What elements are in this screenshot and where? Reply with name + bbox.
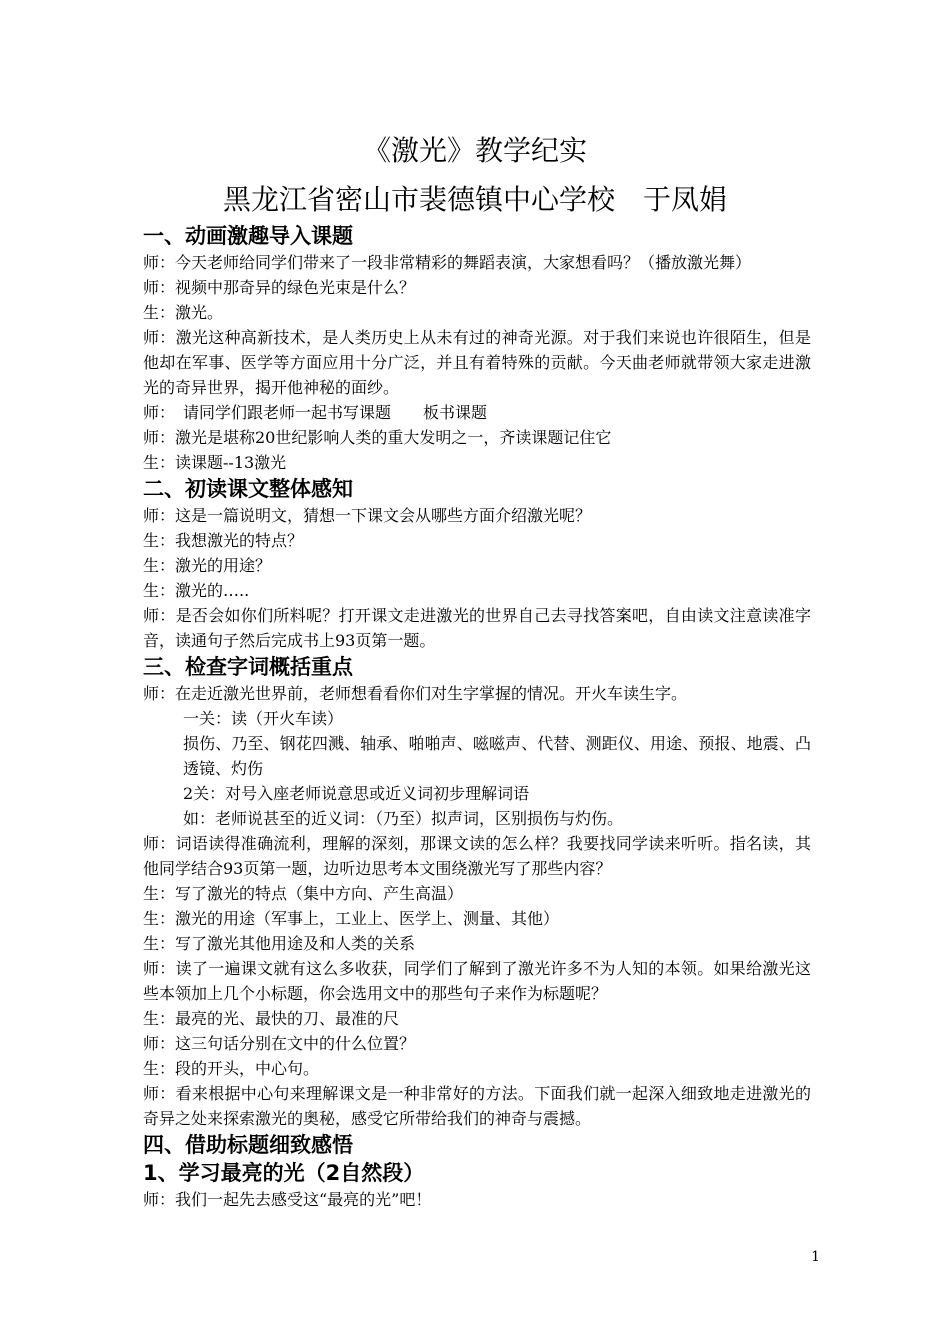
paragraph: 师：这是一篇说明文，猜想一下课文会从哪些方面介绍激光呢？	[143, 506, 592, 525]
paragraph: 师：激光是堪称20世纪影响人类的重大发明之一，齐读课题记住它	[143, 428, 612, 447]
paragraph: 师：在走近激光世界前，老师想看看你们对生字掌握的情况。开火车读生字。	[143, 684, 688, 703]
section-1	[143, 222, 811, 475]
vocab-list: 损伤、乃至、钢花四溅、轴承、啪啪声、嗞嗞声、代替、测距仪、用途、预报、地震、凸透镜、灼伤	[183, 734, 811, 778]
paragraph: 生：激光的用途？	[143, 556, 272, 575]
author-line: 黑龙江省密山市裴德镇中心学校 于凤娟	[222, 183, 727, 216]
paragraph: 生：我想激光的特点？	[143, 531, 304, 550]
paragraph: 师：激光这种高新技术，是人类历史上从未有过的神奇光源。对于我们来说也许很陌生，但是他却在军事、医学等方面应用十分广泛，并且有着特殊的贡献。今天曲老师就带领大家走进激光的奇异世界，揭开他神秘的面纱。	[143, 328, 811, 397]
paragraph: 师：是否会如你们所料呢？打开课文走进激光的世界自己去寻找答案吧，自由读文注意读准字音，读通句子然后完成书上93页第一题。	[143, 606, 811, 650]
subsection-heading: 1、学习最亮的光（2自然段）	[143, 1161, 425, 1185]
section-heading: 三、检查字词概括重点	[143, 655, 353, 679]
paragraph: 生：读课题--13激光	[143, 453, 287, 472]
paragraph: 师：这三句话分别在文中的什么位置？	[143, 1034, 416, 1053]
paragraph: 生：激光的用途（军事上，工业上、医学上、测量、其他）	[143, 909, 560, 928]
page-number: 1	[811, 1249, 820, 1265]
section-4	[143, 1131, 811, 1159]
paragraph: 师：今天老师给同学们带来了一段非常精彩的舞蹈表演，大家想看吗？（播放激光舞）	[143, 253, 752, 272]
paragraph: 生：最亮的光、最快的刀、最准的尺	[143, 1009, 400, 1028]
section-heading: 四、借助标题细致感悟	[143, 1133, 353, 1157]
section-3	[143, 653, 811, 1131]
paragraph: 师：视频中那奇异的绿色光束是什么？	[143, 278, 416, 297]
section-heading: 一、动画激趣导入课题	[143, 224, 353, 248]
paragraph: 师：我们一起先去感受这“最亮的光”吧！	[143, 1190, 432, 1209]
paragraph: 如：老师说甚至的近义词：（乃至）拟声词，区别损伤与灼伤。	[183, 809, 624, 828]
paragraph: 生：写了激光的特点（集中方向、产生高温）	[143, 884, 464, 903]
section-heading: 二、初读课文整体感知	[143, 477, 353, 501]
paragraph: 生：激光的…..	[143, 581, 250, 600]
paragraph: 生：激光。	[143, 303, 224, 322]
paragraph: 师：看来根据中心句来理解课文是一种非常好的方法。下面我们就一起深入细致地走进激光的奇异之处来探索激光的奥秘，感受它所带给我们的神奇与震撼。	[143, 1084, 811, 1128]
paragraph: 一关：读（开火车读）	[183, 709, 344, 728]
paragraph: 生：段的开头，中心句。	[143, 1059, 320, 1078]
document-body	[143, 222, 811, 1212]
paragraph: 师：词语读得准确流利，理解的深刻，那课文读的怎么样？我要找同学读来听听。指名读，其他同学结合93页第一题，边听边思考本文围绕激光写了那些内容？	[143, 834, 811, 878]
subsection-1	[143, 1159, 811, 1212]
section-2	[143, 475, 811, 653]
document-title: 《激光》教学纪实	[362, 134, 587, 167]
paragraph: 师：读了一遍课文就有这么多收获，同学们了解到了激光许多不为人知的本领。如果给激光这些本领加上几个小标题，你会选用文中的那些句子来作为标题呢？	[143, 959, 811, 1003]
paragraph: 2关：对号入座老师说意思或近义词初步理解词语	[183, 784, 530, 803]
paragraph: 师： 请同学们跟老师一起书写课题 板书课题	[143, 403, 488, 422]
paragraph: 生：写了激光其他用途及和人类的关系	[143, 934, 416, 953]
